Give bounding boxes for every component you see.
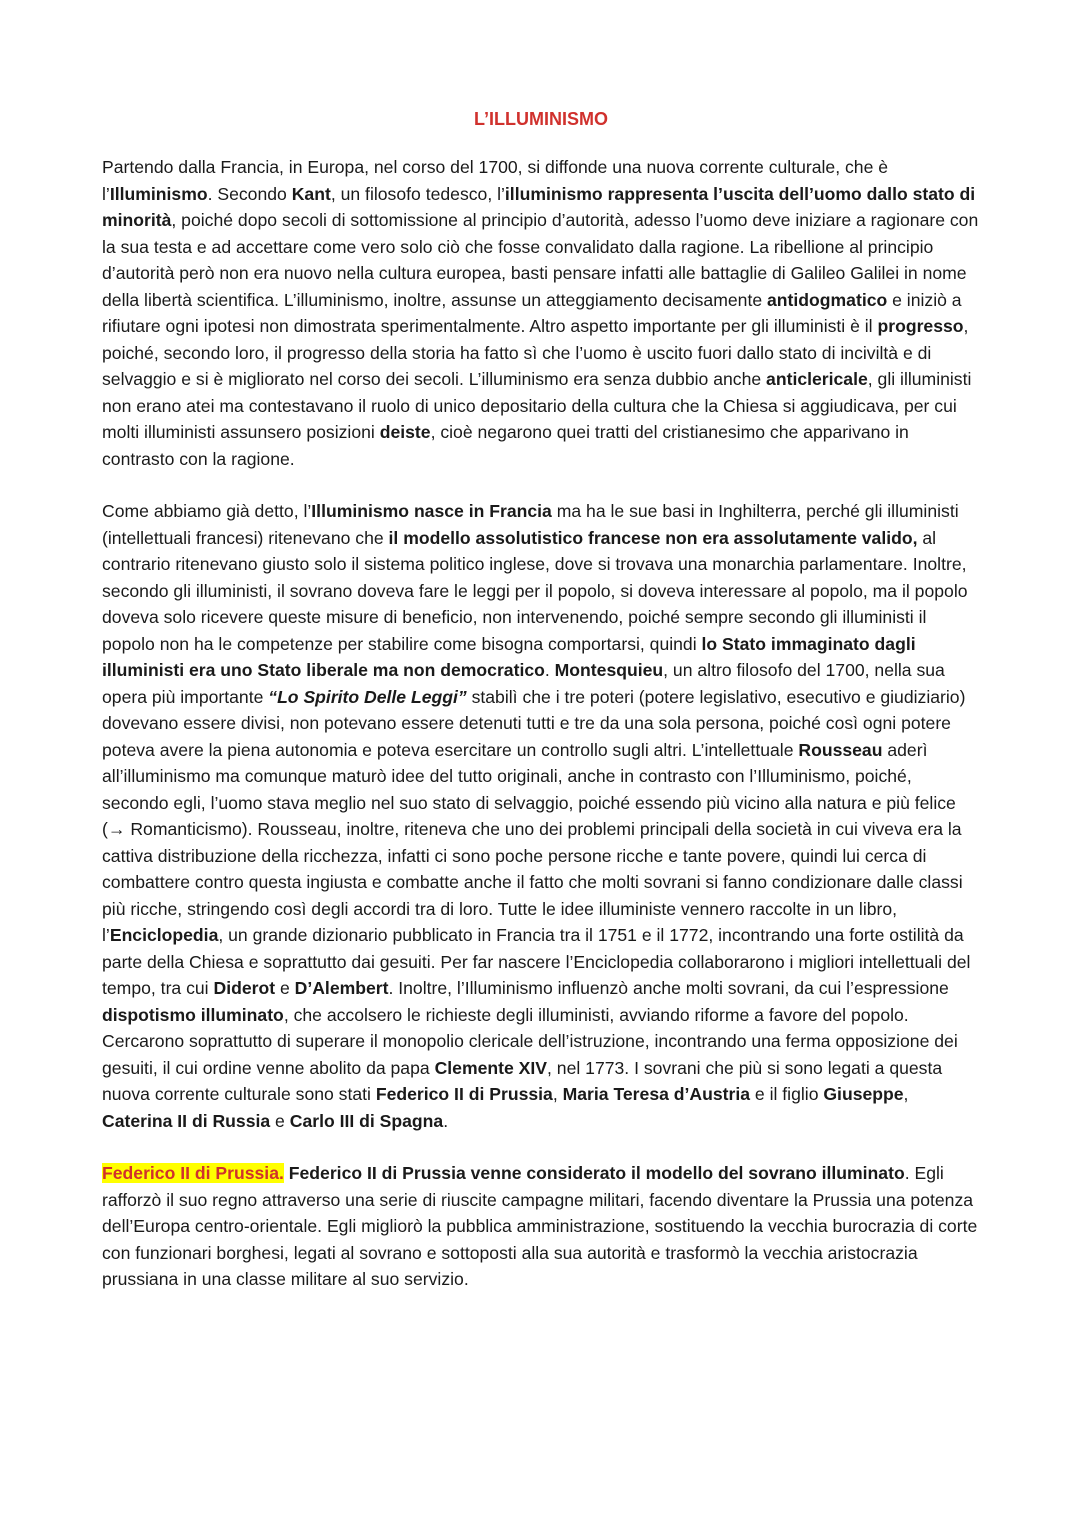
text-run: Partendo dalla Francia, in Europa, nel corso del 1700, si diffonde una nuova corrente culturale, che è l’ <box>102 157 889 204</box>
text-run: . Secondo <box>207 183 292 204</box>
bold-text: Federico II di Prussia venne considerato il modello del sovrano illuminato <box>288 1163 905 1183</box>
bold-text: Rousseau <box>798 739 883 760</box>
bold-text: il modello assolutistico francese non era assolutamente valido, <box>388 527 918 548</box>
text-run: , poiché dopo secoli di sottomissione al principio d’autorità, adesso l’uomo deve iniziare a ragionare con la sua testa e ad accettare come vero solo ciò che fosse convalidato dalla ragione. La ribellione al principio d’autorità però non era nuovo nella cultura europea, basti pensare infatti alle battaglie di Galileo Galilei in nome della libertà scientifica. L’illuminismo, inoltre, assunse un atteggiamento decisamente <box>102 210 979 310</box>
paragraph-france <box>102 498 980 1134</box>
bold-text: antidogmatico <box>767 289 888 310</box>
text-run: , un filosofo tedesco, l’ <box>330 183 505 204</box>
bold-italic-text <box>268 687 466 707</box>
text-run: . Inoltre, l’Illuminismo influenzò anche molti sovrani, da cui l’espressione <box>388 978 949 998</box>
bold-text: lo Stato immaginato dagli illuministi era uno Stato liberale ma non democratico <box>102 633 916 680</box>
page-title: L’ILLUMINISMO <box>474 109 608 129</box>
bold-text: Kant <box>291 183 331 204</box>
text-run: aderì all’illuminismo ma comunque maturò idee del tutto originali, anche in contrasto con l’Illuminismo, poiché, secondo egli, l’uomo stava meglio nel suo stato di selvaggio, poiché essendo più vicino alla natura e più felice (→ Romanticismo). Rousseau, inoltre, riteneva che uno dei problemi principali della società in cui viveva era la cattiva distribuzione della ricchezza, infatti ci sono poche persone ricche e tante povere, quindi lui cerca di combattere contro questa ingiusta e combatte anche il fatto che molti sovrani si fanno condizionare dalle classi più ricche, stringendo così degli accordi tra di loro. Tutte le idee illuministe vennero raccolte in un libro, l’ <box>102 739 963 945</box>
text-run: e <box>275 978 295 998</box>
bold-text: Clemente XIV <box>434 1057 548 1078</box>
text-run: , <box>903 1084 909 1104</box>
bold-text: illuminismo rappresenta l’uscita dell’uomo dallo stato di minorità <box>102 183 976 230</box>
bold-text: dispotismo illuminato <box>102 1004 284 1025</box>
text-run: al contrario ritenevano giusto solo il sistema politico inglese, dove si trovava una monarchia parlamentare. Inoltre, secondo gli illuministi, il sovrano doveva fare le leggi per il popolo, si doveva interessare al popolo, ma il popolo doveva solo ricevere queste misure di beneficio, non intervenendo, poiché sempre secondo gli illuministi il popolo non ha le competenze per stabilire come bisogna comportarsi, quindi <box>102 527 968 654</box>
bold-text: D’Alembert <box>294 978 389 998</box>
text-run: , gli illuministi non erano atei ma contestavano il ruolo di unico depositario della cultura che la Chiesa si aggiudicava, per cui molti illuministi assunsero posizioni <box>102 369 972 442</box>
text-run: , <box>552 1084 563 1104</box>
bold-text: Diderot <box>213 978 276 998</box>
text-run: , poiché, secondo loro, il progresso della storia ha fatto sì che l’uomo è uscito fuori dallo stato di inciviltà e di selvaggio e si è migliorato nel corso dei secoli. L’illuminismo era senza dubbio anche <box>102 316 969 389</box>
paragraph-intro <box>102 154 980 472</box>
text-run: , un altro filosofo del 1700, nella sua opera più importante <box>102 660 945 707</box>
bold-text: Enciclopedia <box>109 925 219 945</box>
text-run: , un grande dizionario pubblicato in Francia tra il 1751 e il 1772, incontrando una forte ostilità da parte della Chiesa e soprattutto dai gesuiti. Per far nascere l’Enciclopedia collaborarono i migliori intellettuali del tempo, tra cui <box>102 925 971 998</box>
bold-text: Montesquieu <box>554 660 664 680</box>
bold-text: Illuminismo <box>109 183 208 204</box>
bold-text: Carlo III di Spagna <box>289 1110 444 1131</box>
bold-text: Maria Teresa d’Austria <box>562 1084 751 1104</box>
text-run: e <box>270 1110 290 1131</box>
bold-text: Caterina II di Russia <box>102 1110 271 1131</box>
text-run: e iniziò a rifiutare ogni ipotesi non dimostrata sperimentalmente. Altro aspetto importante per gli illuministi è il <box>102 289 962 336</box>
highlighted-heading: Federico II di Prussia. <box>102 1163 284 1183</box>
bold-text: Federico II di Prussia <box>375 1084 553 1104</box>
paragraph-federico <box>102 1160 980 1293</box>
bold-text: Illuminismo nasce in Francia <box>311 501 552 521</box>
bold-text: anticlericale <box>766 369 868 389</box>
bold-text: progresso <box>877 316 964 336</box>
text-run: , che accolsero le richieste degli illuministi, avviando riforme a favore del popolo. Cercarono soprattutto di superare il monopolio clericale dell’istruzione, incontrando una ferma opposizione dei gesuiti, il cui ordine venne abolito da papa <box>102 1004 958 1078</box>
text-run: Come abbiamo già detto, l’ <box>102 501 312 521</box>
text-run: , cioè negarono quei tratti del cristianesimo che apparivano in contrasto con la ragione. <box>102 422 909 469</box>
text-run: ma ha le sue basi in Inghilterra, perché gli illuministi (intellettuali francesi) ritenevano che <box>102 501 959 548</box>
text-run: . <box>544 660 555 680</box>
bold-text: deiste <box>379 422 431 442</box>
text-run: stabilì che i tre poteri (potere legislativo, esecutivo e giudiziario) dovevano essere divisi, non potevano essere detenuti tutti e tre da una sola persona, poiché così ogni potere poteva avere la piena autonomia e poteva esercitare un controllo sugli altri. L’intellettuale <box>102 686 966 760</box>
text-run: . Egli rafforzò il suo regno attraverso una serie di riuscite campagne militari, facendo diventare la Prussia una potenza dell’Europa centro-orientale. Egli migliorò la pubblica amministrazione, sostituendo la vecchia burocrazia di corte con funzionari borghesi, legati al sovrano e sottoposti alla sua autorità e trasformò la vecchia aristocrazia prussiana in una classe militare al suo servizio. <box>102 1163 978 1289</box>
bold-text: Giuseppe <box>823 1084 904 1104</box>
text-run: , nel 1773. I sovrani che più si sono legati a questa nuova corrente culturale sono stati <box>102 1057 943 1104</box>
text-run: . <box>443 1110 449 1131</box>
text-run: e il figlio <box>750 1084 824 1104</box>
italic-text: “Lo Spirito Delle Leggi” <box>268 686 467 707</box>
